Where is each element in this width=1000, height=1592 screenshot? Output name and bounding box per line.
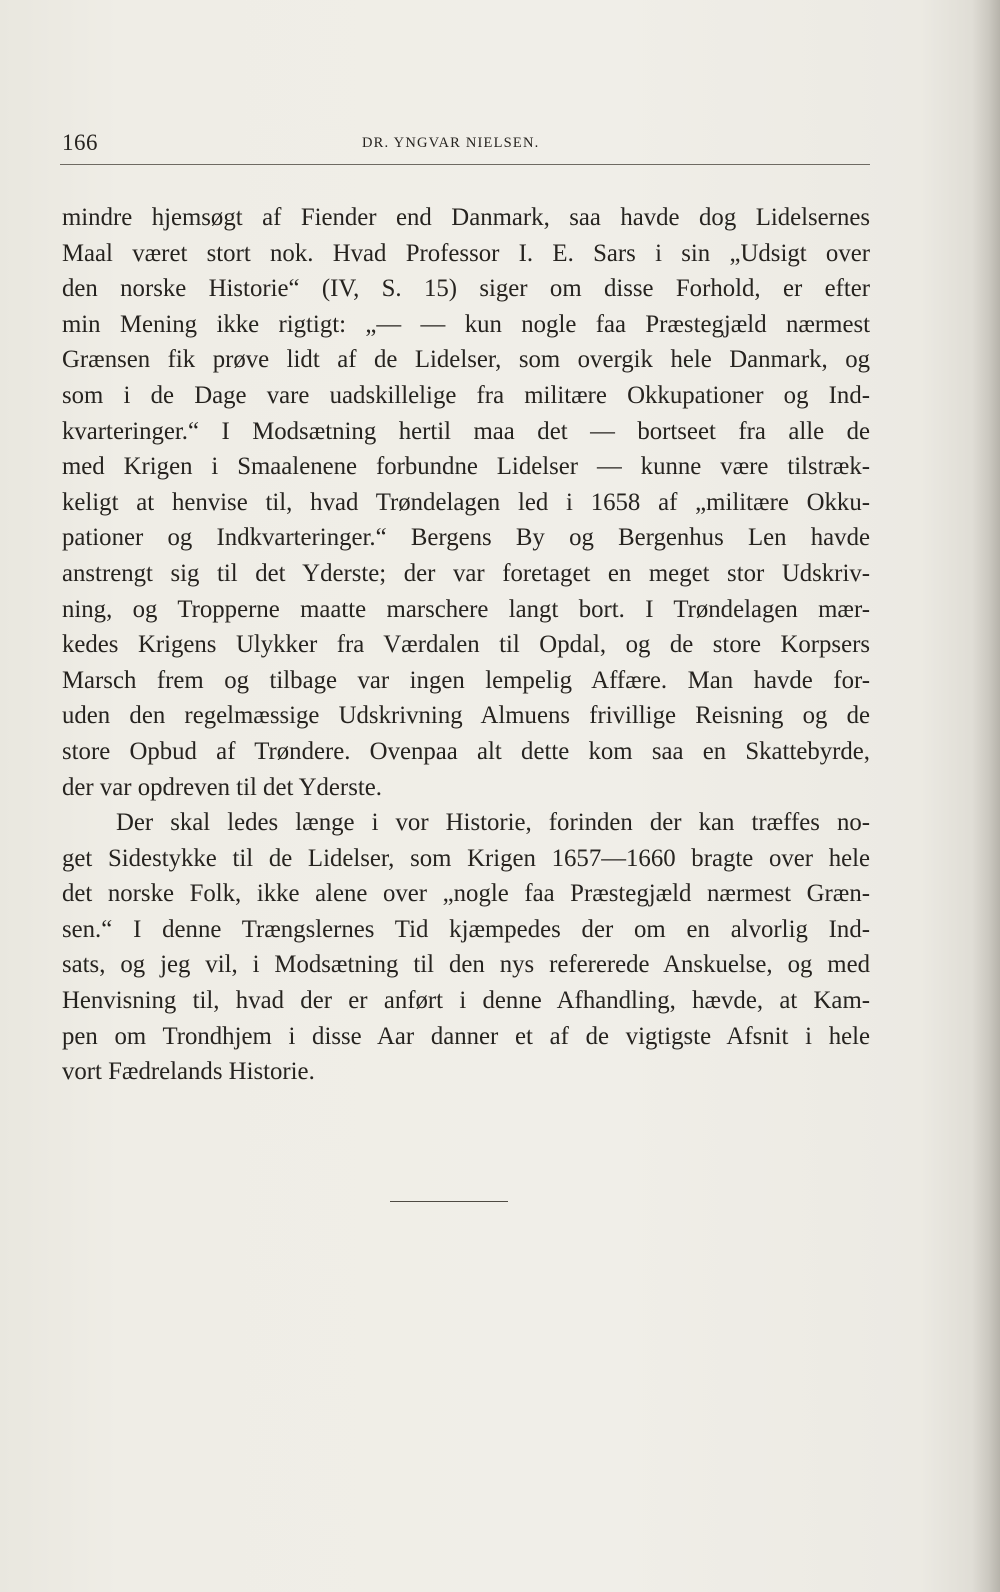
text-line: det norske Folk, ikke alene over „nogle faa Præstegjæld nærmest Græn- bbox=[62, 880, 870, 908]
text-line: vort Fædrelands Historie. bbox=[62, 1058, 315, 1086]
text-line: som i de Dage vare uadskillelige fra militære Okkupationer og Ind- bbox=[62, 381, 870, 409]
running-head bbox=[62, 130, 870, 164]
page-number: 166 bbox=[62, 130, 98, 155]
text-line: sats, og jeg vil, i Modsætning til den nys refererede Anskuelse, og med bbox=[62, 951, 870, 979]
text-line: mindre hjemsøgt af Fiender end Danmark, saa havde dog Lidelsernes bbox=[62, 204, 870, 231]
text-line: der var opdreven til det Yderste. bbox=[62, 773, 382, 801]
text-line: pen om Trondhjem i disse Aar danner et af de vigtigste Afsnit i hele bbox=[62, 1022, 870, 1050]
text-line: keligt at henvise til, hvad Trøndelagen led i 1658 af „militære Okku- bbox=[62, 488, 870, 516]
running-title: DR. YNGVAR NIELSEN. bbox=[362, 135, 540, 151]
text-line: min Mening ikke rigtigt: „— — kun nogle faa Præstegjæld nærmest bbox=[62, 310, 870, 338]
text-line: kedes Krigens Ulykker fra Værdalen til Opdal, og de store Korpsers bbox=[62, 631, 870, 659]
header-rule bbox=[60, 164, 870, 165]
text-line: store Opbud af Trøndere. Ovenpaa alt dette kom saa en Skattebyrde, bbox=[62, 737, 870, 765]
text-line: anstrengt sig til det Yderste; der var foretaget en meget stor Udskriv- bbox=[62, 559, 870, 587]
text-line: uden den regelmæssige Udskrivning Almuens frivillige Reisning og de bbox=[62, 702, 870, 730]
body-text bbox=[62, 200, 870, 1090]
page-gutter-shadow bbox=[972, 0, 1000, 1592]
text-line: med Krigen i Smaalenene forbundne Lidelser — kunne være tilstræk- bbox=[62, 453, 870, 481]
text-line: get Sidestykke til de Lidelser, som Krigen 1657—1660 bragte over hele bbox=[62, 844, 870, 872]
text-line: Maal været stort nok. Hvad Professor I. E. Sars i sin „Udsigt over bbox=[62, 239, 870, 267]
text-line: Henvisning til, hvad der er anført i denne Afhandling, hævde, at Kam- bbox=[62, 987, 870, 1015]
text-line: den norske Historie“ (IV, S. 15) siger om disse Forhold, er efter bbox=[62, 275, 870, 303]
paragraph-1 bbox=[62, 200, 870, 805]
text-line: pationer og Indkvarteringer.“ Bergens By og Bergenhus Len havde bbox=[62, 524, 870, 552]
text-line: sen.“ I denne Trængslernes Tid kjæmpedes der om en alvorlig Ind- bbox=[62, 915, 870, 943]
text-line: Grænsen fik prøve lidt af de Lidelser, som overgik hele Danmark, og bbox=[62, 346, 870, 374]
section-end-rule bbox=[390, 1201, 508, 1202]
text-line: ning, og Tropperne maatte marschere langt bort. I Trøndelagen mær- bbox=[62, 595, 870, 623]
text-line: kvarteringer.“ I Modsætning hertil maa det — bortseet fra alle de bbox=[62, 417, 870, 445]
text-line: Der skal ledes længe i vor Historie, forinden der kan træffes no- bbox=[116, 809, 870, 837]
text-line: Marsch frem og tilbage var ingen lempelig Affære. Man havde for- bbox=[62, 666, 870, 694]
paragraph-2 bbox=[62, 805, 870, 1090]
